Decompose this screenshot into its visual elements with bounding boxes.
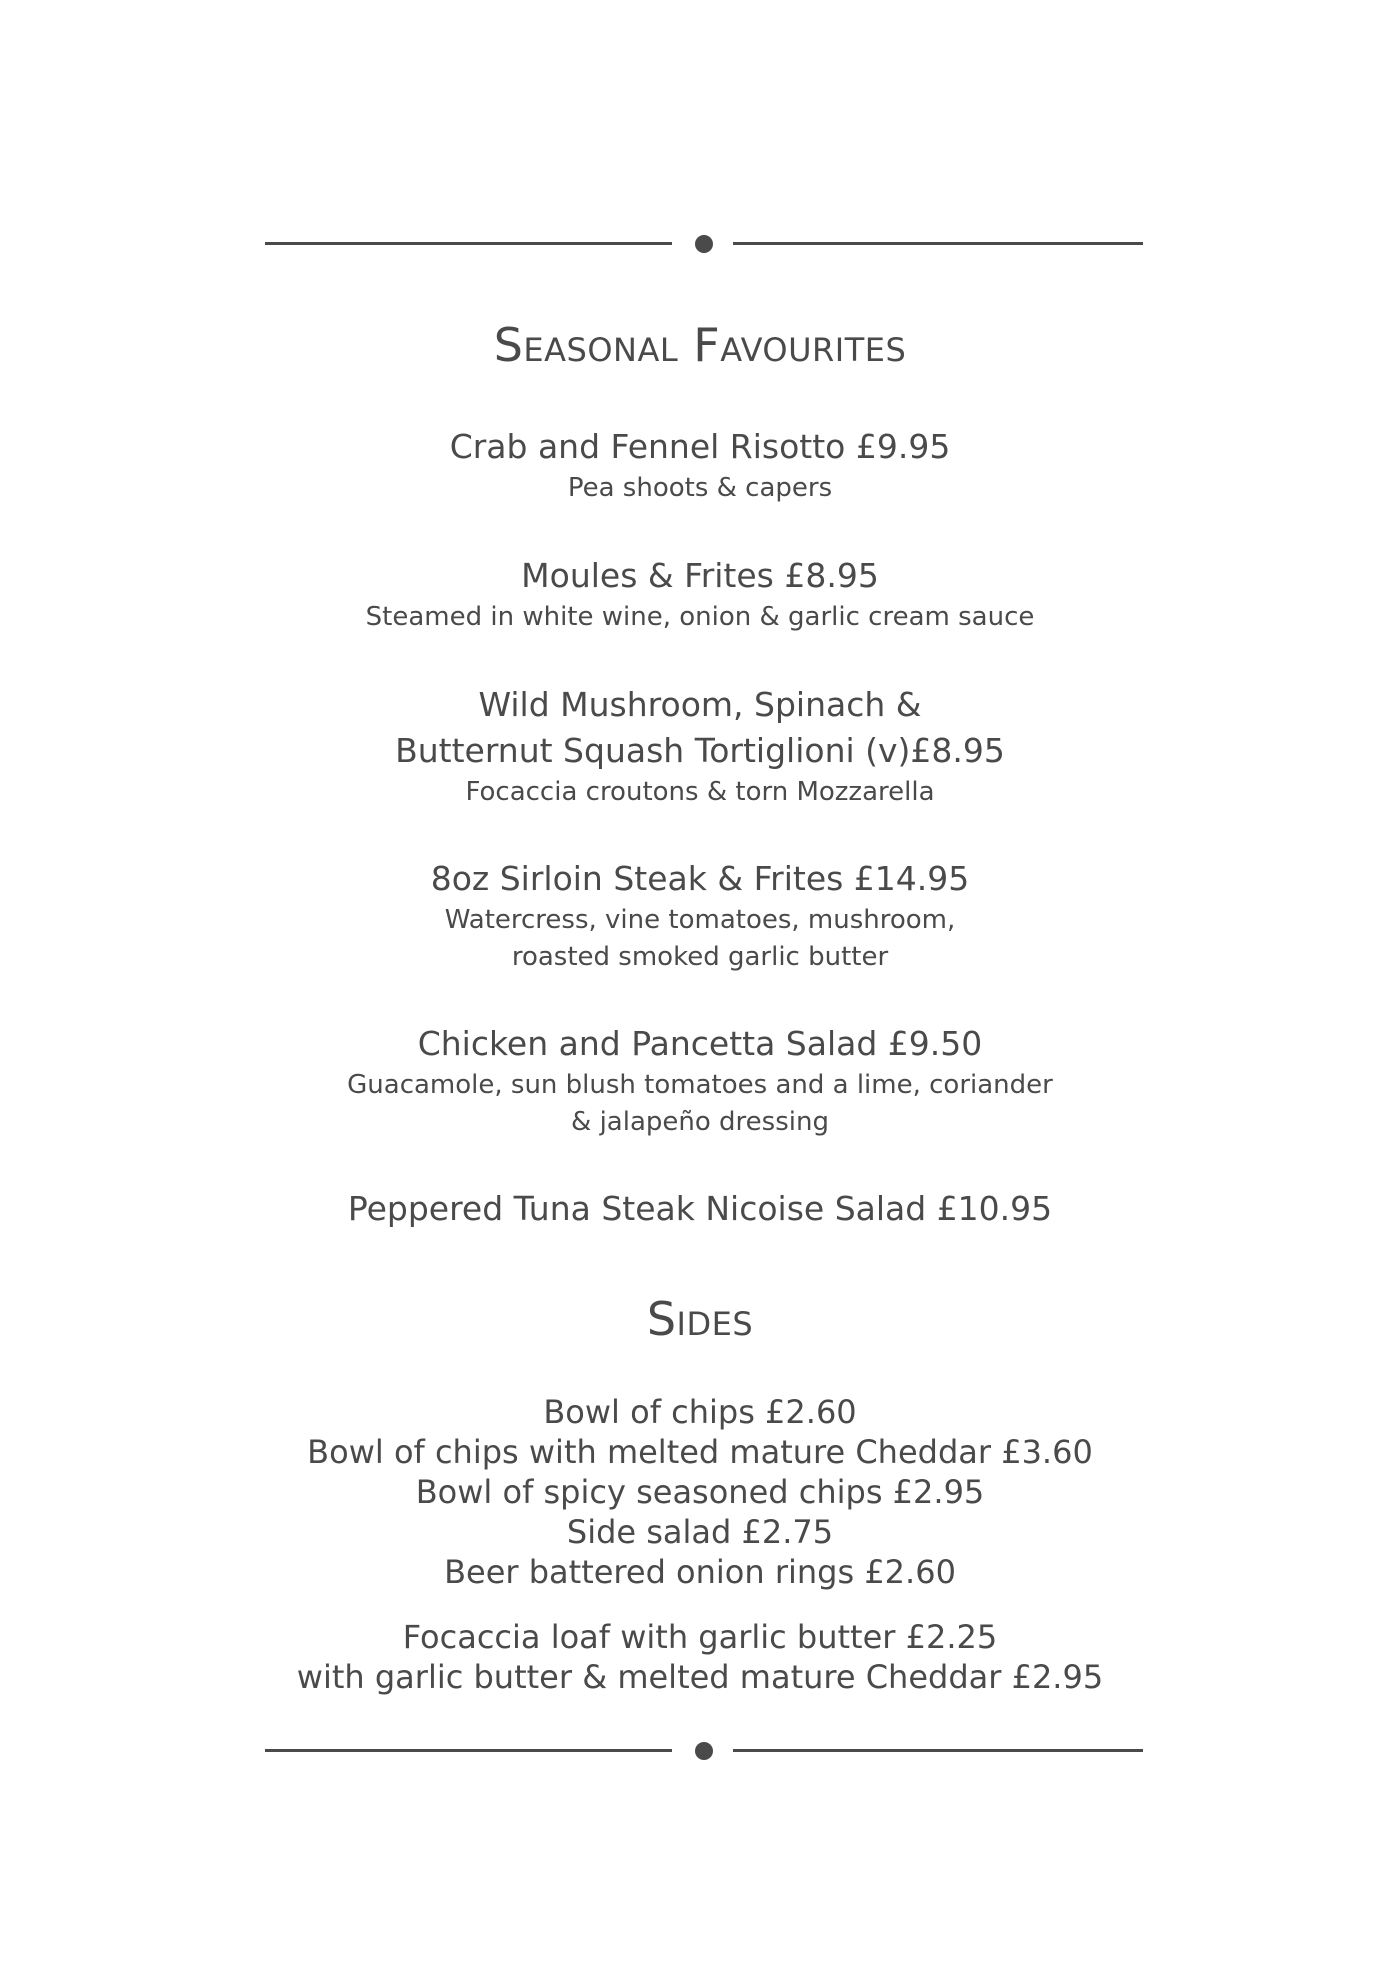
side-item: Side salad £2.75 [566,1513,834,1551]
divider-line-right [733,1749,1143,1752]
dish-description: Pea shoots & capers [567,473,833,503]
side-item: Focaccia loaf with garlic butter £2.25 [402,1618,998,1656]
side-item: Bowl of spicy seasoned chips £2.95 [415,1473,985,1511]
dish-item [0,856,1400,976]
dish-name: Peppered Tuna Steak Nicoise Salad £10.95 [347,1189,1053,1228]
sides-heading: Sides [646,1292,754,1346]
dish-item [0,1186,1400,1232]
dish-description: Focaccia croutons & torn Mozzarella [465,777,935,807]
dish-name: Moules & Frites £8.95 [521,556,879,595]
dish-name-line-2: Butternut Squash Tortiglioni (v)£8.95 [395,731,1005,770]
side-item: Beer battered onion rings £2.60 [444,1553,956,1591]
dish-description-line-2: roasted smoked garlic butter [511,942,889,972]
dish-item [0,424,1400,507]
sides-list-main [0,1392,1400,1592]
dish-item [0,1021,1400,1141]
dish-item [0,553,1400,636]
dish-name-line-1: Wild Mushroom, Spinach & [478,685,922,724]
dish-name: Crab and Fennel Risotto £9.95 [449,427,951,466]
divider-dot [695,1742,713,1760]
dish-description-line-1: Watercress, vine tomatoes, mushroom, [444,905,956,935]
seasonal-favourites-heading: Seasonal Favourites [493,318,907,372]
side-item: Bowl of chips £2.60 [543,1393,857,1431]
dish-name: Chicken and Pancetta Salad £9.50 [417,1024,983,1063]
divider-line-right [733,242,1143,245]
dish-description-line-2: & jalapeño dressing [571,1107,829,1137]
dish-description-line-1: Guacamole, sun blush tomatoes and a lime, coriander [347,1070,1053,1100]
dish-description: Steamed in white wine, onion & garlic cream sauce [365,602,1035,632]
dish-name: 8oz Sirloin Steak & Frites £14.95 [430,859,970,898]
bottom-divider [265,1742,1143,1758]
divider-line-left [265,242,672,245]
dish-item [0,682,1400,811]
sides-list-focaccia [0,1617,1400,1697]
divider-dot [695,235,713,253]
side-item: with garlic butter & melted mature Cheddar £2.95 [296,1658,1104,1696]
top-divider [265,235,1143,251]
side-item: Bowl of chips with melted mature Cheddar £3.60 [307,1433,1093,1471]
divider-line-left [265,1749,672,1752]
